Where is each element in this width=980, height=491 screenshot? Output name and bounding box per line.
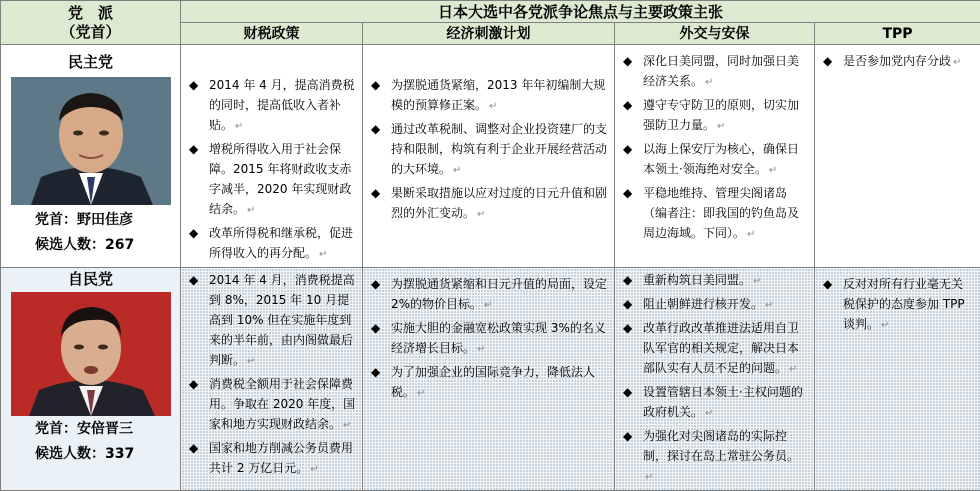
leader-photo-icon — [11, 77, 171, 205]
list-item: ◆ 实施大胆的金融宽松政策实现 3%的名义经济增长目标。 ↵ — [369, 318, 608, 360]
tpp-cell-dpj — [815, 45, 980, 268]
diamond-bullet-icon: ◆ — [371, 362, 380, 382]
list-item: ◆ 反对对所有行业毫无关税保护的态度参加 TPP 谈判。 ↵ — [821, 274, 974, 336]
party-cell-ldp — [1, 268, 181, 491]
list-item: ◆ 重新构筑日美同盟。 ↵ — [621, 270, 808, 292]
candidate-count: 候选人数：267 — [1, 236, 180, 255]
list-item: ◆ 2014 年 4 月，消费税提高到 8%，2015 年 10 月提高到 10% 但在实施年度到来的半年前，由内阁做最后判断。 ↵ — [187, 270, 356, 372]
list-item: ◆ 为摆脱通货紧缩和日元升值的局面，设定 2%的物价目标。 ↵ — [369, 274, 608, 316]
list-item: ◆ 2014 年 4 月，提高消费税的同时，提高低收入者补贴。 ↵ — [187, 75, 356, 137]
party-name: 自民党 — [1, 270, 180, 288]
diamond-bullet-icon: ◆ — [189, 374, 198, 394]
list-item: ◆ 消费税全额用于社会保障费用。争取在 2020 年度，国家和地方实现财政结余。 ↵ — [187, 374, 356, 436]
leader-photo-noda — [11, 77, 171, 205]
column-header-stimulus: 经济刺激计划 — [363, 23, 615, 45]
tpp-cell-ldp — [815, 268, 980, 491]
list-item: ◆ 通过改革税制、调整对企业投资建厂的支持和限制，构筑有利于企业开展经营活动的大环境。 ↵ — [369, 119, 608, 181]
column-header-tpp: TPP — [815, 23, 980, 45]
list-item: ◆ 阻止朝鲜进行核开发。 ↵ — [621, 294, 808, 316]
list-item: ◆ 国家和地方削减公务员费用共计 2 万亿日元。 ↵ — [187, 438, 356, 480]
fiscal-cell-ldp — [181, 268, 363, 491]
diamond-bullet-icon: ◆ — [623, 426, 632, 446]
table-title: 日本大选中各党派争论焦点与主要政策主张 — [181, 1, 980, 23]
column-header-diplomacy: 外交与安保 — [615, 23, 815, 45]
list-item: ◆ 遵守专守防卫的原则，切实加强防卫力量。 ↵ — [621, 95, 808, 137]
table-row-dpj — [1, 45, 980, 268]
candidate-count: 候选人数：337 — [1, 445, 180, 464]
list-item: ◆ 为摆脱通货紧缩，2013 年年初编制大规模的预算修正案。 ↵ — [369, 75, 608, 117]
leader-name: 党首：野田佳彦 — [1, 211, 180, 230]
diplomacy-cell-ldp — [615, 268, 815, 491]
list-item: ◆ 是否参加党内存分歧 ↵ — [821, 51, 974, 73]
diamond-bullet-icon: ◆ — [623, 382, 632, 402]
diamond-bullet-icon: ◆ — [189, 139, 198, 159]
list-item: ◆ 为强化对尖阁诸岛的实际控制，探讨在岛上常驻公务员。↵ — [621, 426, 808, 488]
list-item: ◆ 平稳地维持、管理尖阁诸岛（编者注：即我国的钓鱼岛及周边海域。下同）。 ↵ — [621, 183, 808, 245]
diamond-bullet-icon: ◆ — [371, 75, 380, 95]
diamond-bullet-icon: ◆ — [623, 270, 632, 290]
list-item: ◆ 果断采取措施以应对过度的日元升值和剧烈的外汇变动。 ↵ — [369, 183, 608, 225]
diamond-bullet-icon: ◆ — [189, 223, 198, 243]
diamond-bullet-icon: ◆ — [371, 274, 380, 294]
diamond-bullet-icon: ◆ — [623, 294, 632, 314]
diamond-bullet-icon: ◆ — [623, 95, 632, 115]
party-cell-dpj — [1, 45, 181, 268]
party-header-line1: 党 派 — [1, 4, 180, 23]
diamond-bullet-icon: ◆ — [189, 270, 198, 290]
list-item: ◆ 设置管辖日本领土·主权问题的政府机关。 ↵ — [621, 382, 808, 424]
diamond-bullet-icon: ◆ — [823, 51, 832, 71]
stimulus-cell-dpj — [363, 45, 615, 268]
column-header-fiscal: 财税政策 — [181, 23, 363, 45]
diamond-bullet-icon: ◆ — [623, 183, 632, 203]
list-item: ◆ 增税所得收入用于社会保障。2015 年将财政收支赤字减半，2020 年实现财政结余。 ↵ — [187, 139, 356, 221]
party-header-line2: （党首） — [1, 23, 180, 42]
diamond-bullet-icon: ◆ — [189, 75, 198, 95]
fiscal-cell-dpj — [181, 45, 363, 268]
list-item: ◆ 为了加强企业的国际竞争力，降低法人税。 ↵ — [369, 362, 608, 404]
leader-photo-icon — [11, 292, 171, 416]
diamond-bullet-icon: ◆ — [371, 318, 380, 338]
list-item: ◆ 深化日美同盟，同时加强日美经济关系。 ↵ — [621, 51, 808, 93]
diamond-bullet-icon: ◆ — [371, 119, 380, 139]
diamond-bullet-icon: ◆ — [189, 438, 198, 458]
diamond-bullet-icon: ◆ — [623, 51, 632, 71]
diamond-bullet-icon: ◆ — [623, 318, 632, 338]
list-item: ◆ 改革所得税和继承税，促进所得收入的再分配。 ↵ — [187, 223, 356, 265]
diamond-bullet-icon: ◆ — [371, 183, 380, 203]
party-column-header — [1, 1, 181, 45]
diamond-bullet-icon: ◆ — [623, 139, 632, 159]
list-item: ◆ 改革行政改革推进法适用自卫队军官的相关规定，解决日本部队实有人员不足的问题。 ↵ — [621, 318, 808, 380]
leader-photo-abe — [11, 292, 171, 416]
stimulus-cell-ldp — [363, 268, 615, 491]
party-name: 民主党 — [1, 53, 180, 71]
diamond-bullet-icon: ◆ — [823, 274, 832, 294]
leader-name: 党首：安倍晋三 — [1, 420, 180, 439]
diplomacy-cell-dpj — [615, 45, 815, 268]
table-row-ldp — [1, 268, 980, 491]
list-item: ◆ 以海上保安厅为核心，确保日本领土·领海绝对安全。 ↵ — [621, 139, 808, 181]
